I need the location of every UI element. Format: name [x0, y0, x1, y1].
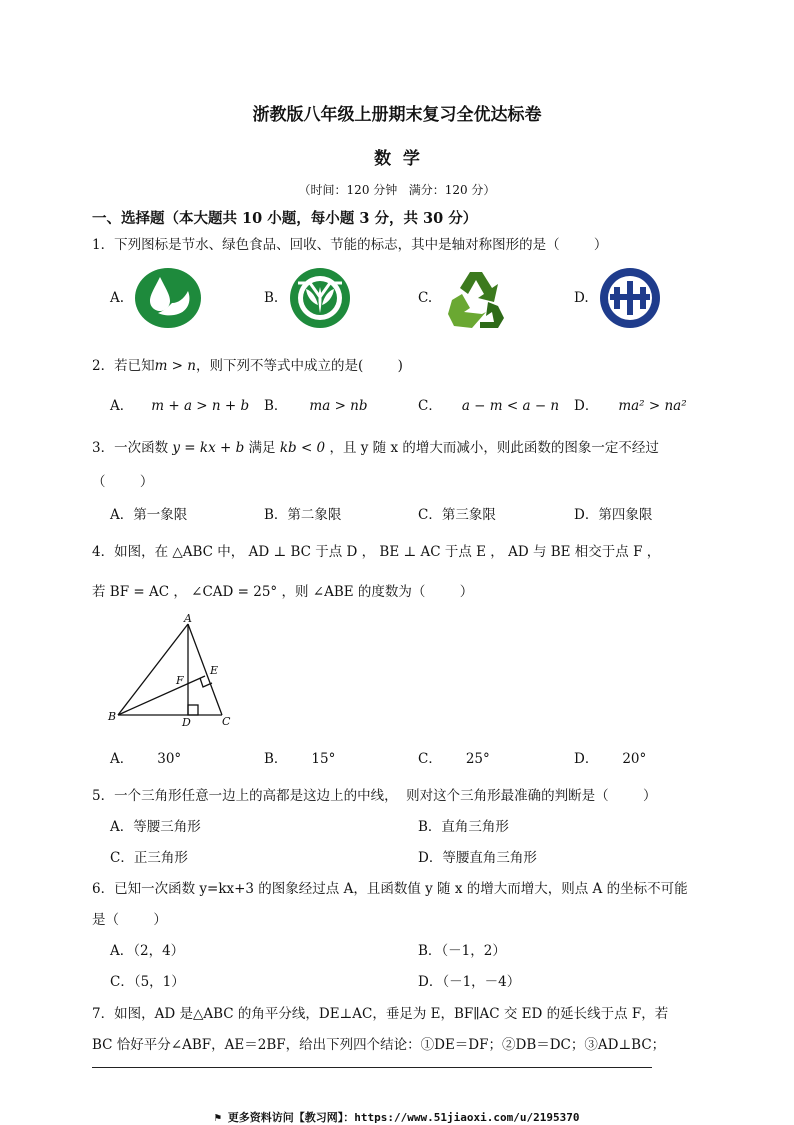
- section-heading: 一、选择题（本大题共 10 小题，每小题 3 分，共 30 分）: [92, 210, 478, 227]
- q3-option-a: A．第一象限: [110, 507, 188, 523]
- q7-stem-line2: BC 恰好平分∠ABF，AE＝2BF，给出下列四个结论：①DE＝DF；②DB＝DC；③AD⊥BC；: [92, 1037, 666, 1053]
- q4-stem-line1: 4．如图，在 △ABC 中， AD ⊥ BC 于点 D ， BE ⊥ AC 于点 E ， AD 与 BE 相交于点 F ，: [92, 544, 661, 560]
- q2-option-b: B． ma > nb: [264, 398, 368, 414]
- q6-option-a: A．（2，4）: [110, 943, 185, 959]
- triangle-figure: [104, 612, 244, 732]
- q5-option-a: A．等腰三角形: [110, 819, 201, 835]
- q4-option-b: B． 15°: [264, 751, 336, 767]
- green-food-logo-icon: [288, 267, 352, 329]
- exam-meta: （时间：120 分钟 满分：120 分）: [298, 183, 496, 197]
- q6-option-c: C．（5，1）: [110, 974, 185, 990]
- q7-stem-line1: 7．如图，AD 是△ABC 的角平分线，DE⊥AC，垂足为 E，BF∥AC 交 ED 的延长线于点 F，若: [92, 1006, 669, 1022]
- footer: [0, 1109, 794, 1125]
- water-saving-logo-icon: [134, 267, 202, 329]
- q3-option-b: B．第二象限: [264, 507, 342, 523]
- label-e: E: [210, 664, 219, 677]
- side-ab: [118, 624, 188, 715]
- q4-option-d: D． 20°: [574, 751, 647, 767]
- right-angle-d: [188, 705, 198, 715]
- q1-stem: 1．下列图标是节水、绿色食品、回收、节能的标志，其中是轴对称图形的是（ ）: [92, 237, 608, 253]
- label-c: C: [222, 715, 231, 728]
- q3-option-d: D．第四象限: [574, 507, 653, 523]
- recycling-logo-icon: [442, 266, 508, 332]
- q4-option-a: A． 30°: [110, 751, 182, 767]
- q2-option-d: D． ma² > na²: [574, 398, 687, 414]
- footer-link[interactable]: 更多资料访问【教习网】：https://www.51jiaoxi.com/u/2195370: [227, 1111, 580, 1124]
- q1-label-a: A.: [110, 290, 125, 306]
- q3-stem-line1: 3．一次函数 y = kx + b 满足 kb < 0 ，且 y 随 x 的增大而减小，则此函数的图象一定不经过: [92, 440, 659, 456]
- q5-stem: 5．一个三角形任意一边上的高都是这边上的中线， 则对这个三角形最准确的判断是（ ）: [92, 788, 657, 804]
- altitude-be: [118, 676, 205, 715]
- label-d: D: [182, 716, 191, 729]
- q2-stem: 2．若已知m > n，则下列不等式中成立的是( ): [92, 358, 403, 374]
- q5-option-d: D．等腰直角三角形: [418, 850, 537, 866]
- label-a: A: [184, 612, 192, 625]
- q1-label-d: D.: [574, 290, 589, 306]
- q6-stem-line2: 是（ ）: [92, 912, 167, 928]
- subject-title: 数 学: [374, 149, 420, 169]
- q1-label-c: C.: [418, 290, 433, 306]
- q2-option-a: A． m + a > n + b: [110, 398, 250, 414]
- paper-title: 浙教版八年级上册期末复习全优达标卷: [252, 105, 542, 125]
- q3-option-c: C．第三象限: [418, 507, 496, 523]
- label-f: F: [176, 674, 184, 687]
- q6-stem-line1: 6．已知一次函数 y=kx+3 的图象经过点 A，且函数值 y 随 x 的增大而增大，则点 A 的坐标不可能: [92, 881, 688, 897]
- q4-option-c: C． 25°: [418, 751, 490, 767]
- q5-option-b: B．直角三角形: [418, 819, 509, 835]
- energy-saving-logo-icon: [598, 267, 662, 329]
- q4-stem-line2: 若 BF = AC ， ∠CAD = 25° ，则 ∠ABE 的度数为（ ）: [92, 584, 474, 600]
- q3-stem-line2: （ ）: [92, 474, 154, 490]
- q6-option-b: B．（－1，2）: [418, 943, 506, 959]
- page-rule: [92, 1067, 652, 1068]
- flag-icon: ⚑: [214, 1111, 222, 1124]
- q6-option-d: D．（－1，－4）: [418, 974, 521, 990]
- label-b: B: [108, 710, 117, 723]
- q2-option-c: C． a − m < a − n: [418, 398, 560, 414]
- q1-label-b: B.: [264, 290, 279, 306]
- q5-option-c: C．正三角形: [110, 850, 188, 866]
